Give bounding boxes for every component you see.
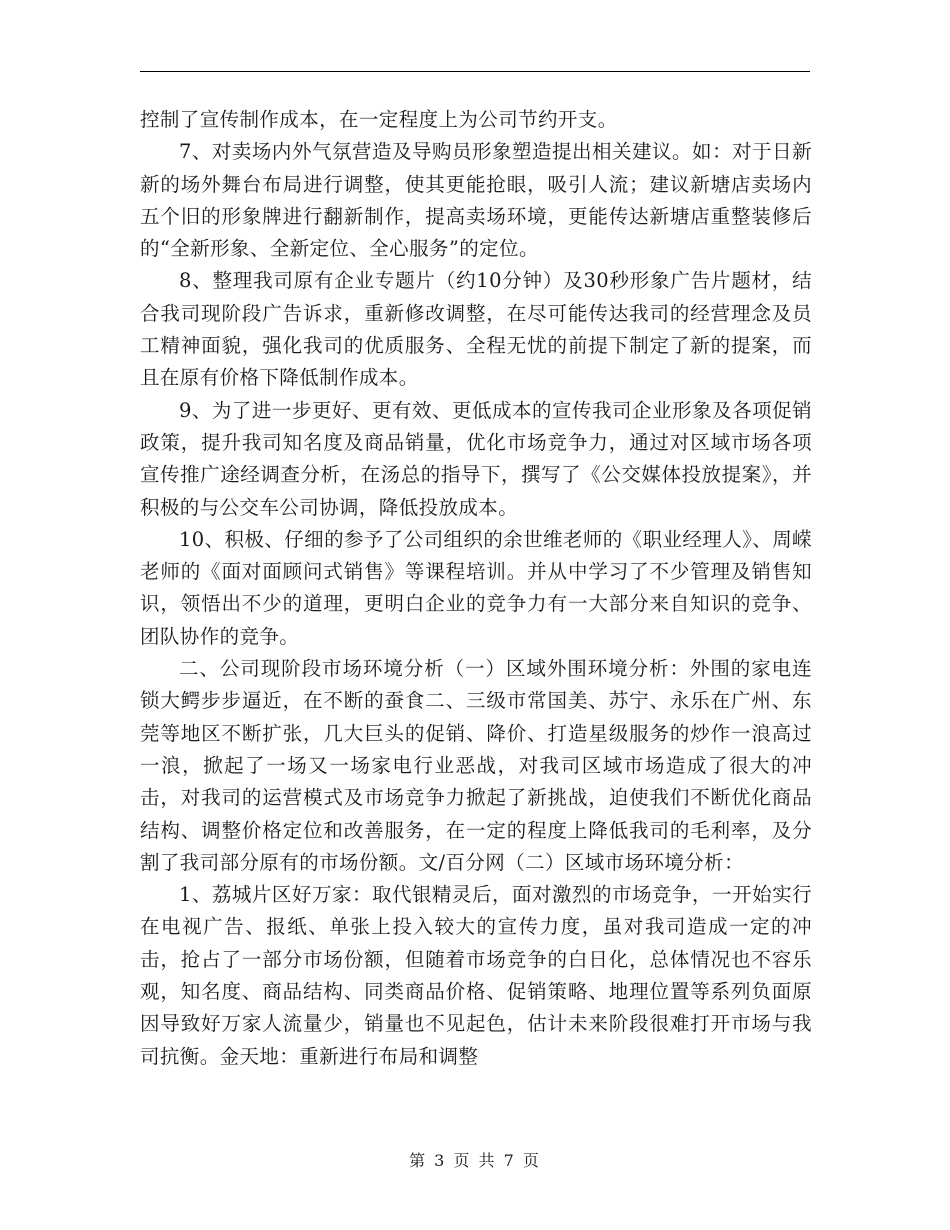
paragraph-section-two: 二、公司现阶段市场环境分析（一）区域外围环境分析：外围的家电连锁大鳄步步逼近，在不断的蚕食二、三级市常国美、苏宁、永乐在广州、东莞等地区不断扩张，几大巨头的促销、降价、打造星级服务的炒作一浪高过一浪，掀起了一场又一场家电行业恶战，对我司区域市场造成了很大的冲击，对我司的运营模式及市场竞争力掀起了新挑战，迫使我们不断优化商品结构、调整价格定位和改善服务，在一定的程度上降低我司的毛利率，及分割了我司部分原有的市场份额。文/百分网（二）区域市场环境分析： [140,657,812,874]
paragraph-item-9: 9、为了进一步更好、更有效、更低成本的宣传我司企业形象及各项促销政策，提升我司知名度及商品销量，优化市场竞争力，通过对区域市场各项宣传推广途经调查分析，在汤总的指导下，撰写了《公交媒体投放提案》，并积极的与公交车公司协调，降低投放成本。 [140,398,812,519]
page-number: 第 3 页 共 7 页 [409,1151,541,1170]
paragraph-continuation: 控制了宣传制作成本，在一定程度上为公司节约开支。 [140,108,618,131]
header-rule [140,71,810,72]
paragraph-item-8: 8、整理我司原有企业专题片（约10分钟）及30秒形象广告片题材，结合我司现阶段广告诉求，重新修改调整，在尽可能传达我司的经营理念及员工精神面貌，强化我司的优质服务、全程无忧的前提下制定了新的提案，而且在原有价格下降低制作成本。 [140,269,812,390]
paragraph-item-7: 7、对卖场内外气氛营造及导购员形象塑造提出相关建议。如：对于日新新的场外舞台布局进行调整，使其更能抢眼，吸引人流；建议新塘店卖场内五个旧的形象牌进行翻新制作，提高卖场环境，更能传达新塘店重整装修后的“全新形象、全新定位、全心服务”的定位。 [140,140,812,261]
paragraph-licheng-district: 1、荔城片区好万家：取代银精灵后，面对激烈的市场竞争，一开始实行在电视广告、报纸、单张上投入较大的宣传力度，虽对我司造成一定的冲击，抢占了一部分市场份额，但随着市场竞争的白日化，总体情况也不容乐观，知名度、商品结构、同类商品价格、促销策略、地理位置等系列负面原因导致好万家人流量少，销量也不见起色，估计未来阶段很难打开市场与我司抗衡。金天地：重新进行布局和调整 [140,883,812,1068]
document-body [140,104,812,1073]
paragraph-item-10: 10、积极、仔细的参予了公司组织的余世维老师的《职业经理人》、周嵘老师的《面对面顾问式销售》等课程培训。并从中学习了不少管理及销售知识，领悟出不少的道理，更明白企业的竞争力有一大部分来自知识的竞争、团队协作的竞争。 [140,527,812,648]
